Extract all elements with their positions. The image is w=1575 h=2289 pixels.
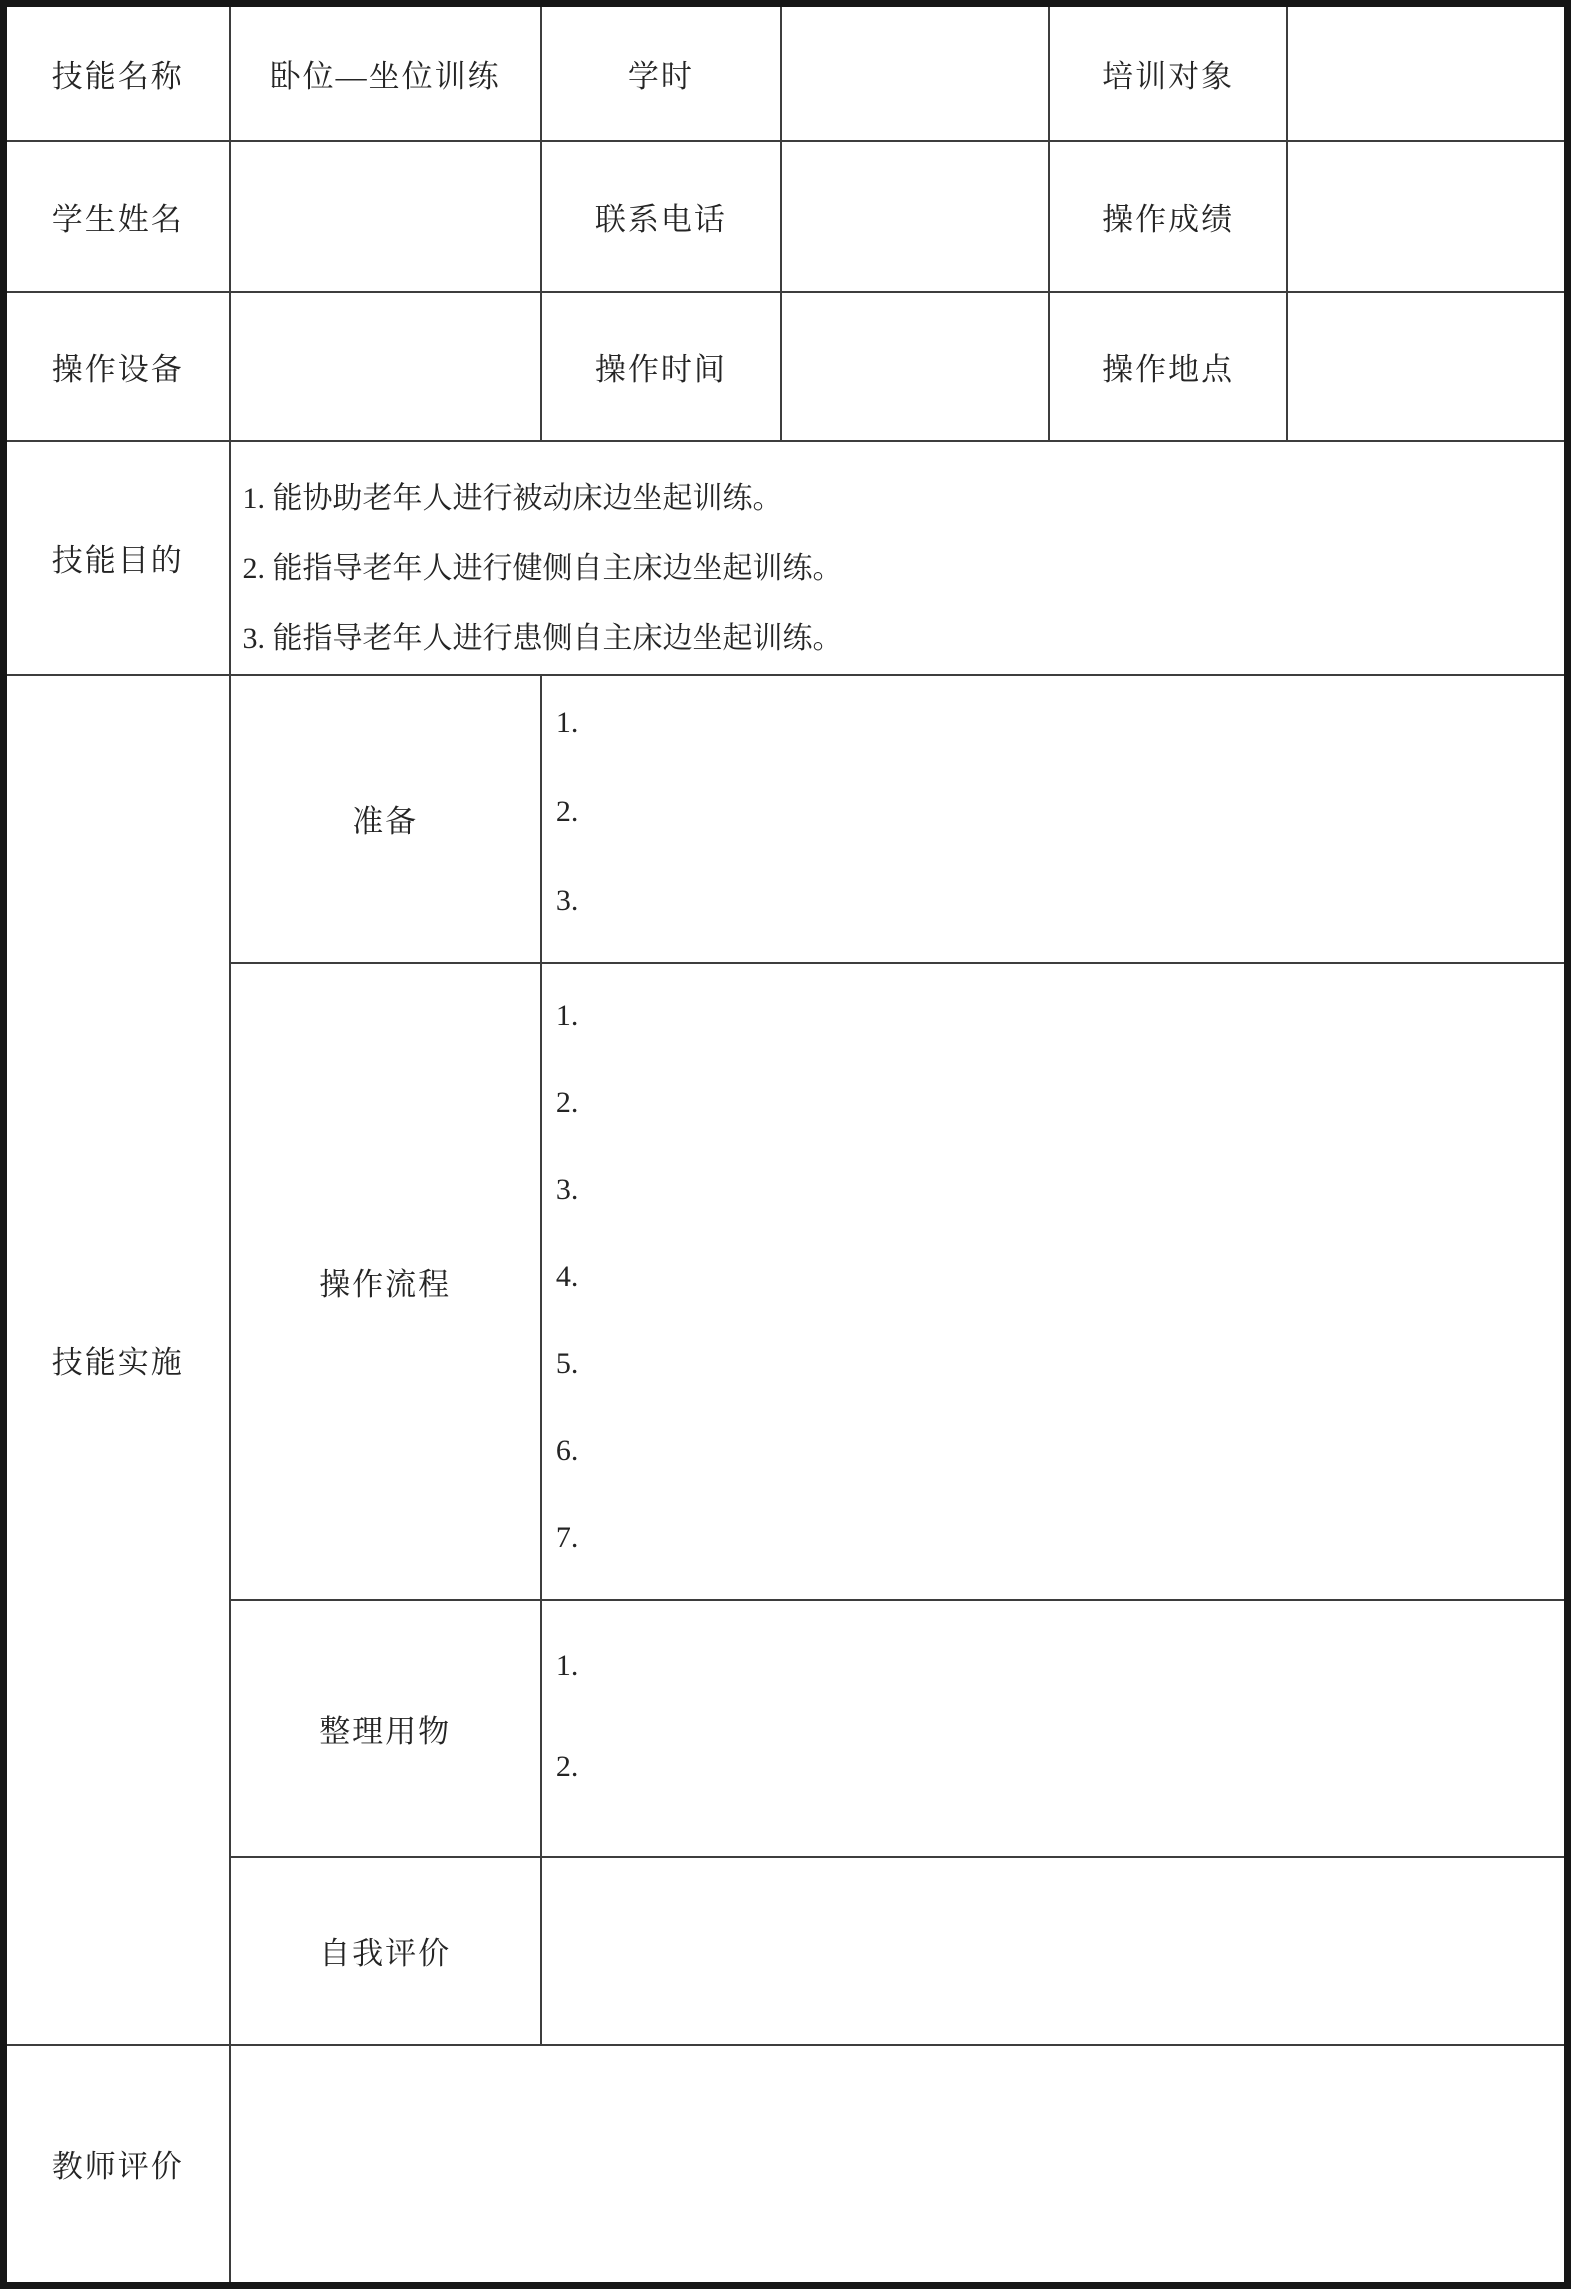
row-tidy-up xyxy=(4,1600,1568,1857)
procedure-item: 1. xyxy=(555,998,579,1032)
objectives-content xyxy=(230,441,1568,675)
tidy-up-item: 2. xyxy=(555,1749,579,1783)
row-operation xyxy=(4,292,1568,441)
objective-item: 2. 能指导老年人进行健侧自主床边坐起训练。 xyxy=(242,551,843,585)
equipment-label: 操作设备 xyxy=(4,292,230,441)
objective-item: 3. 能指导老年人进行患侧自主床边坐起训练。 xyxy=(242,621,843,655)
row-self-evaluation xyxy=(4,1857,1568,2045)
skill-name-label: 技能名称 xyxy=(4,4,230,141)
operation-time-value-cell xyxy=(781,292,1049,441)
phone-value-cell xyxy=(781,141,1049,292)
row-teacher-evaluation xyxy=(4,2045,1568,2286)
hours-label: 学时 xyxy=(541,4,781,141)
procedure-item: 6. xyxy=(555,1433,579,1467)
row-procedure xyxy=(4,963,1568,1600)
preparation-item: 1. xyxy=(555,705,579,739)
procedure-item: 5. xyxy=(555,1346,579,1380)
trainee-value-cell xyxy=(1287,4,1567,141)
implementation-label: 技能实施 xyxy=(4,675,230,2045)
self-evaluation-label: 自我评价 xyxy=(230,1857,541,2045)
skill-name-value: 卧位—坐位训练 xyxy=(230,4,541,141)
hours-value-cell xyxy=(781,4,1049,141)
score-label: 操作成绩 xyxy=(1049,141,1287,292)
student-name-value-cell xyxy=(230,141,541,292)
row-preparation xyxy=(4,675,1568,963)
operation-time-label: 操作时间 xyxy=(541,292,781,441)
teacher-evaluation-content xyxy=(230,2045,1568,2286)
preparation-content xyxy=(541,675,1568,963)
row-objectives xyxy=(4,441,1568,675)
procedure-content xyxy=(541,963,1568,1600)
procedure-item: 4. xyxy=(555,1259,579,1293)
self-evaluation-content xyxy=(541,1857,1568,2045)
equipment-value-cell xyxy=(230,292,541,441)
trainee-label: 培训对象 xyxy=(1049,4,1287,141)
location-label: 操作地点 xyxy=(1049,292,1287,441)
preparation-label: 准备 xyxy=(230,675,541,963)
procedure-item: 3. xyxy=(555,1172,579,1206)
procedure-item: 7. xyxy=(555,1520,579,1554)
row-student xyxy=(4,141,1568,292)
tidy-up-label: 整理用物 xyxy=(230,1600,541,1857)
procedure-label: 操作流程 xyxy=(230,963,541,1600)
row-skill-name xyxy=(4,4,1568,141)
score-value-cell xyxy=(1287,141,1567,292)
phone-label: 联系电话 xyxy=(541,141,781,292)
tidy-up-content xyxy=(541,1600,1568,1857)
procedure-item: 2. xyxy=(555,1085,579,1119)
objective-item: 1. 能协助老年人进行被动床边坐起训练。 xyxy=(242,481,783,515)
preparation-item: 2. xyxy=(555,794,579,828)
location-value-cell xyxy=(1287,292,1567,441)
preparation-item: 3. xyxy=(555,883,579,917)
objectives-label: 技能目的 xyxy=(4,441,230,675)
tidy-up-item: 1. xyxy=(555,1648,579,1682)
student-name-label: 学生姓名 xyxy=(4,141,230,292)
teacher-evaluation-label: 教师评价 xyxy=(4,2045,230,2286)
